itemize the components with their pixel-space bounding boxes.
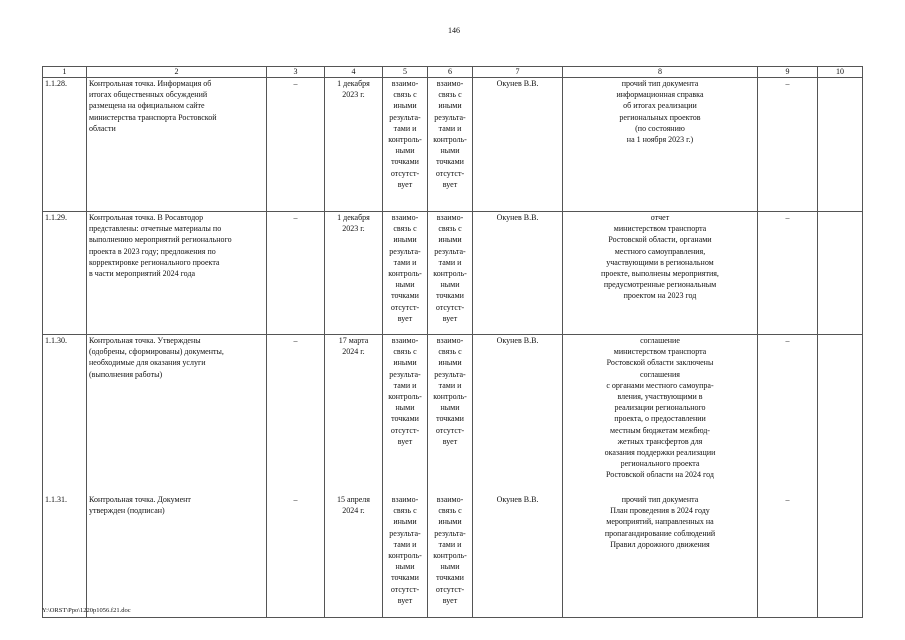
row-number: 1.1.28.	[43, 78, 87, 212]
header-cell: 4	[325, 67, 383, 78]
text-line: министерством транспорта	[613, 347, 707, 357]
col3-text: –	[293, 336, 298, 345]
text-line: на 1 ноября 2023 г.)	[626, 135, 694, 145]
date-line: 1 декабря	[337, 213, 370, 222]
text-line: местного самоуправления,	[614, 246, 706, 256]
relation-col5	[383, 335, 428, 618]
text-line: связь с	[438, 506, 462, 516]
desc-line: министерства транспорта Ростовской	[89, 112, 217, 122]
desc-line: Контрольная точка. Документ	[89, 495, 191, 504]
text-line: Правил дорожного движения	[610, 539, 710, 549]
row-date	[325, 212, 383, 335]
text-line: контроль-	[388, 392, 422, 402]
text-line: контроль-	[433, 392, 467, 402]
text-line: взаимо-	[436, 495, 464, 504]
text-line: министерством транспорта	[613, 224, 707, 234]
desc-line: области	[89, 123, 116, 133]
header-cell: 6	[428, 67, 473, 78]
text-line: иными	[438, 101, 462, 111]
text-line: тами и	[438, 539, 462, 549]
text-line: иными	[393, 235, 417, 245]
row-number-1-1-31: 1.1.31.	[45, 495, 67, 504]
document-description	[563, 212, 758, 335]
text-line: контроль-	[433, 269, 467, 279]
text-line: связь с	[438, 347, 462, 357]
document-description	[563, 335, 758, 618]
text-line: результа-	[389, 246, 421, 256]
row-date-1-1-31	[327, 494, 380, 516]
document-description-1-1-31	[565, 494, 755, 550]
desc-line: в части мероприятий 2024 года	[89, 269, 196, 279]
col9-value: –	[758, 78, 818, 212]
text-line: участвующими в региональном	[606, 257, 714, 267]
text-line: тами и	[393, 257, 417, 267]
text-line: точками	[436, 414, 464, 424]
text-line: отсутст-	[390, 168, 420, 178]
text-line: вует	[442, 313, 458, 323]
text-line: прочий тип документа	[621, 495, 699, 504]
text-line: вует	[442, 436, 458, 446]
text-line: Ростовской области на 2024 год	[606, 470, 714, 480]
text-line: точками	[391, 291, 419, 301]
table-row	[43, 78, 863, 212]
text-line: План проведения в 2024 году	[610, 506, 710, 516]
text-line: региональных проектов	[619, 112, 701, 122]
col9-text: –	[785, 336, 790, 345]
text-line: результа-	[434, 112, 466, 122]
table-row	[43, 335, 863, 618]
text-line: вует	[442, 179, 458, 189]
text-line: ными	[395, 146, 415, 156]
text-line: предусмотренные региональным	[603, 280, 717, 290]
header-cell: 2	[87, 67, 267, 78]
header-cell: 5	[383, 67, 428, 78]
text-line: вует	[397, 179, 413, 189]
responsible-person: Окунев В.В.	[473, 78, 563, 212]
desc-line: проекта в 2023 году; предложения по	[89, 246, 216, 256]
text-line: прочий тип документа	[621, 79, 699, 88]
text-line: вует	[397, 313, 413, 323]
text-line: пропагандирование соблюдений	[604, 528, 716, 538]
responsible-text: Окунев В.В.	[496, 336, 539, 345]
text-line: тами и	[393, 123, 417, 133]
desc-line: Контрольная точка. Информация об	[89, 79, 212, 88]
col9-value	[758, 335, 818, 618]
text-line: ными	[395, 403, 415, 413]
row-number-1-1-30: 1.1.30.	[45, 336, 67, 345]
text-line: проекта, о предоставлении	[614, 414, 706, 424]
col10-value	[818, 335, 863, 618]
header-cell: 1	[43, 67, 87, 78]
desc-line: утвержден (подписан)	[89, 506, 165, 516]
text-line: ными	[440, 403, 460, 413]
text-line: вует	[397, 436, 413, 446]
text-line: мероприятий, направленных на	[606, 517, 714, 527]
text-line: отчет	[650, 213, 670, 222]
relation-col5	[383, 212, 428, 335]
header-cell: 10	[818, 67, 863, 78]
control-points-table	[42, 66, 863, 618]
date-line: 1 декабря	[337, 79, 370, 88]
text-line: точками	[391, 573, 419, 583]
text-line: взаимо-	[391, 336, 419, 345]
date-line: 15 апреля	[337, 495, 370, 504]
text-line: тами и	[393, 539, 417, 549]
text-line: проекте, выполнены мероприятия,	[601, 269, 719, 279]
col3-value-1-1-31: –	[293, 495, 298, 504]
text-line: с органами местного самоупра-	[606, 380, 714, 390]
relation-col6	[428, 212, 473, 335]
relation-col6	[428, 335, 473, 618]
text-line: соглашение	[640, 336, 680, 345]
text-line: точками	[391, 157, 419, 167]
desc-line: необходимые для оказания услуги	[89, 358, 206, 368]
text-line: точками	[436, 157, 464, 167]
date-line: 2023 г.	[342, 224, 365, 234]
col3-value	[267, 335, 325, 618]
text-line: местным бюджетам межбюд-	[610, 425, 710, 435]
text-line: связь с	[438, 224, 462, 234]
text-line: вления, участвующими в	[617, 392, 703, 402]
desc-line: (выполнения работы)	[89, 369, 163, 379]
row-date	[325, 78, 383, 212]
row-description	[87, 212, 267, 335]
text-line: об итогах реализации	[623, 101, 697, 111]
row-description	[87, 335, 267, 618]
text-line: связь с	[393, 224, 417, 234]
text-line: регионального проекта	[620, 459, 700, 469]
text-line: ными	[440, 146, 460, 156]
text-line: результа-	[434, 528, 466, 538]
text-line: отсутст-	[435, 168, 465, 178]
text-line: точками	[391, 414, 419, 424]
desc-line: размещена на официальном сайте	[89, 101, 205, 111]
text-line: иными	[393, 517, 417, 527]
text-line: контроль-	[388, 551, 422, 561]
text-line: оказания поддержки реализации	[604, 448, 716, 458]
text-line: проектом на 2023 год	[623, 291, 697, 301]
col3-value: –	[267, 212, 325, 335]
text-line: тами и	[438, 257, 462, 267]
file-path-footer: Y:\ORST\Ppo\1220p1056.f21.doc	[42, 607, 131, 614]
document-description	[563, 78, 758, 212]
desc-line: итогах общественных обсуждений	[89, 90, 208, 100]
text-line: взаимо-	[436, 213, 464, 222]
desc-line: Контрольная точка. Утверждены	[89, 336, 201, 345]
date-line: 2023 г.	[342, 90, 365, 100]
text-line: иными	[438, 517, 462, 527]
desc-line: выполнению мероприятий регионального	[89, 235, 232, 245]
header-cell: 8	[563, 67, 758, 78]
page-number: 146	[448, 26, 460, 35]
relation-col6	[428, 78, 473, 212]
text-line: отсутст-	[435, 584, 465, 594]
text-line: отсутст-	[435, 302, 465, 312]
text-line: Ростовской области заключены	[606, 358, 714, 368]
text-line: иными	[393, 358, 417, 368]
text-line: Ростовской области, органами	[608, 235, 712, 245]
text-line: связь с	[393, 506, 417, 516]
row-description	[87, 78, 267, 212]
text-line: тами и	[438, 380, 462, 390]
text-line: точками	[436, 291, 464, 301]
row-number: 1.1.29.	[43, 212, 87, 335]
text-line: тами и	[438, 123, 462, 133]
text-line: результа-	[389, 528, 421, 538]
desc-line: корректировке регионального проекта	[89, 257, 220, 267]
text-line: жетных трансфертов для	[617, 436, 703, 446]
text-line: точками	[436, 573, 464, 583]
responsible-person: Окунев В.В.	[473, 212, 563, 335]
text-line: ными	[395, 562, 415, 572]
desc-line: (одобрены, сформированы) документы,	[89, 347, 224, 357]
text-line: ными	[440, 562, 460, 572]
text-line: связь с	[393, 347, 417, 357]
text-line: отсутст-	[390, 425, 420, 435]
responsible-person	[473, 335, 563, 618]
table-row	[43, 212, 863, 335]
text-line: результа-	[434, 246, 466, 256]
date-line: 2024 г.	[342, 506, 365, 516]
text-line: иными	[393, 101, 417, 111]
text-line: взаимо-	[391, 213, 419, 222]
text-line: соглашения	[640, 369, 680, 379]
text-line: отсутст-	[435, 425, 465, 435]
col3-value: –	[267, 78, 325, 212]
desc-line: Контрольная точка. В Росавтодор	[89, 213, 204, 222]
relation-col6-1-1-31	[430, 494, 470, 606]
col9-value-1-1-31: –	[785, 495, 790, 504]
text-line: вует	[442, 595, 458, 605]
text-line: взаимо-	[436, 79, 464, 88]
text-line: тами и	[393, 380, 417, 390]
col10-value	[818, 78, 863, 212]
text-line: результа-	[389, 369, 421, 379]
text-line: реализации регионального	[614, 403, 706, 413]
text-line: ными	[395, 280, 415, 290]
text-line: контроль-	[433, 135, 467, 145]
header-cell: 3	[267, 67, 325, 78]
header-row	[43, 67, 863, 78]
date-line: 2024 г.	[342, 347, 365, 357]
col10-value	[818, 212, 863, 335]
row-description-1-1-31	[89, 494, 264, 516]
desc-line: представлены: отчетные материалы по	[89, 224, 222, 234]
text-line: связь с	[393, 90, 417, 100]
col9-value: –	[758, 212, 818, 335]
text-line: контроль-	[388, 135, 422, 145]
text-line: информационная справка	[616, 90, 704, 100]
text-line: результа-	[389, 112, 421, 122]
text-line: взаимо-	[391, 79, 419, 88]
text-line: иными	[438, 358, 462, 368]
text-line: взаимо-	[436, 336, 464, 345]
text-line: отсутст-	[390, 302, 420, 312]
text-line: (по состоянию	[635, 123, 685, 133]
row-date	[325, 335, 383, 618]
text-line: отсутст-	[390, 584, 420, 594]
text-line: связь с	[438, 90, 462, 100]
header-cell: 9	[758, 67, 818, 78]
text-line: результа-	[434, 369, 466, 379]
text-line: взаимо-	[391, 495, 419, 504]
text-line: ными	[440, 280, 460, 290]
date-line: 17 марта	[338, 336, 369, 345]
responsible-person-1-1-31: Окунев В.В.	[496, 495, 539, 504]
text-line: контроль-	[433, 551, 467, 561]
relation-col5-1-1-31	[385, 494, 425, 606]
row-number	[43, 335, 87, 618]
header-cell: 7	[473, 67, 563, 78]
text-line: контроль-	[388, 269, 422, 279]
text-line: иными	[438, 235, 462, 245]
relation-col5	[383, 78, 428, 212]
text-line: вует	[397, 595, 413, 605]
